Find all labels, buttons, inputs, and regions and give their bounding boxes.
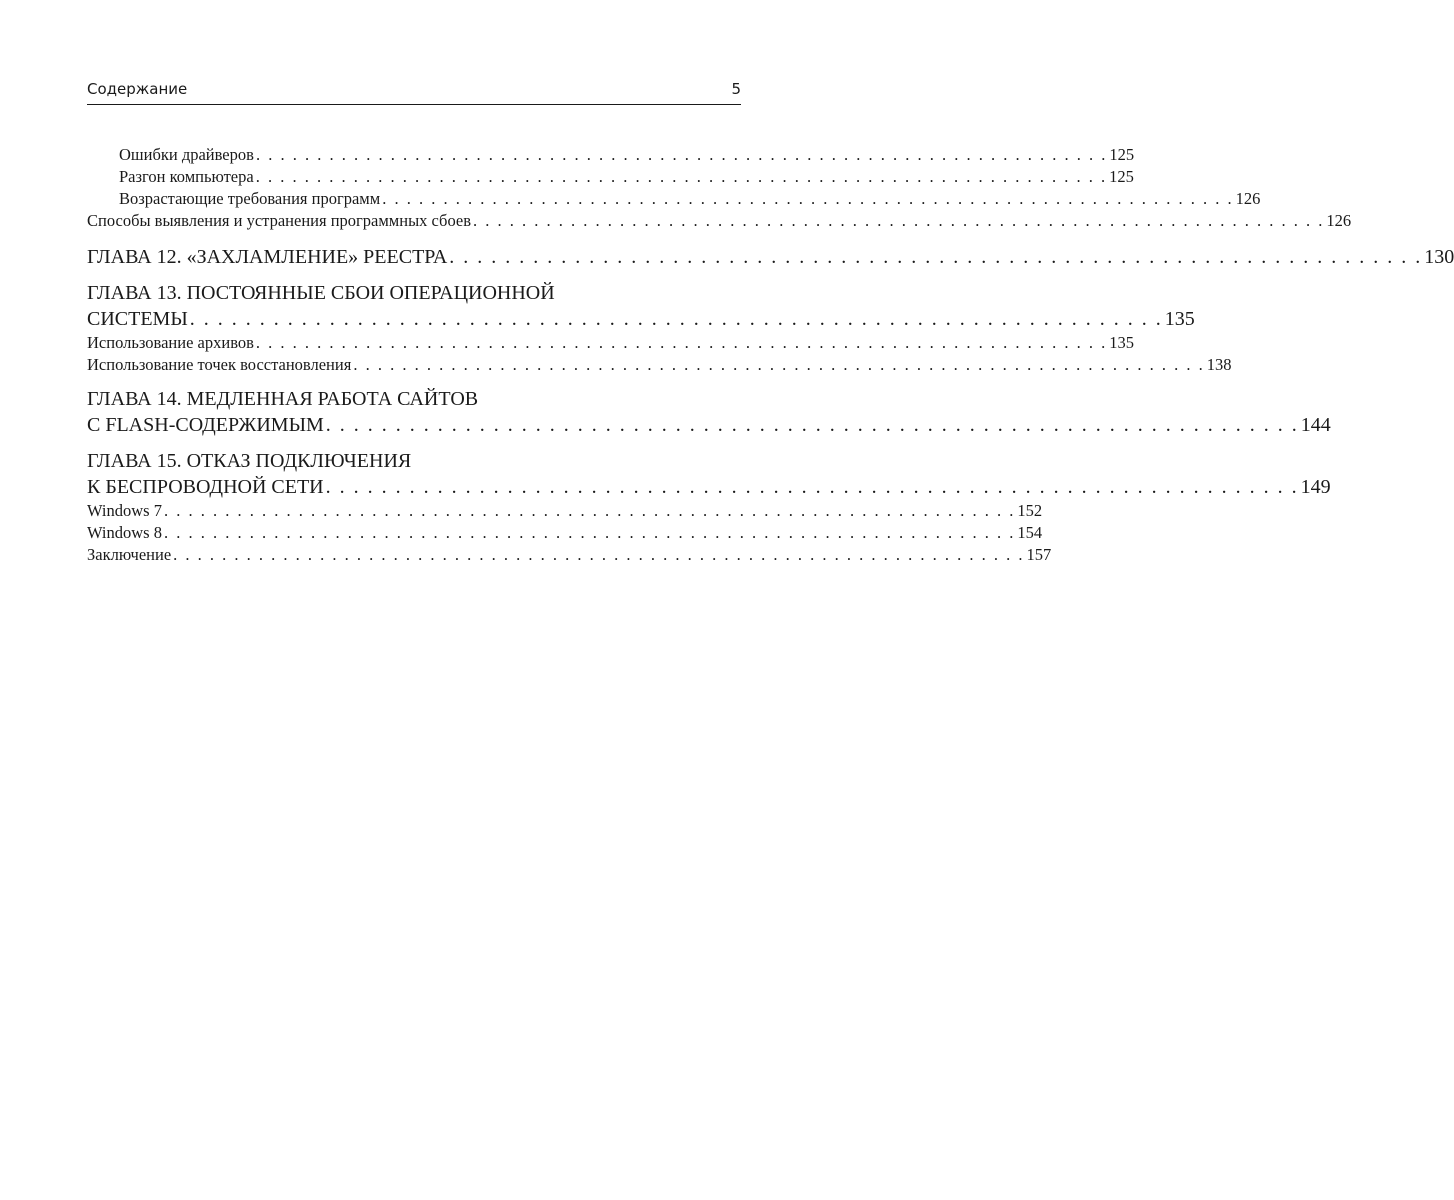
toc-entry-label: Разгон компьютера [119, 167, 254, 186]
toc-entry-page: 157 [1026, 545, 1052, 564]
toc-entry[interactable] [87, 522, 1043, 544]
toc-entry[interactable] [87, 210, 1352, 232]
chapter-page: 135 [1164, 308, 1195, 330]
toc-entry[interactable] [87, 354, 1232, 376]
dot-leader: . . . . . . . . . . . . . . . . . . . . . . . . . . . . . . . . . . . . . . . . . . . . . . . . . . . . . . . . . . . . . . . . . . . . . . [473, 211, 1325, 230]
toc-entry-page: 135 [1109, 333, 1135, 352]
chapter-page: 149 [1300, 476, 1331, 498]
dot-leader: . . . . . . . . . . . . . . . . . . . . . . . . . . . . . . . . . . . . . . . . . . . . . . . . . . . . . . . . . . . . . . . . . . . . . . [255, 167, 1108, 186]
toc-entry-page: 154 [1017, 523, 1043, 542]
toc-entry-page: 125 [1109, 167, 1134, 186]
chapter-page: 130 [1424, 246, 1454, 268]
toc-chapter-12[interactable] [87, 244, 1454, 270]
dot-leader: . . . . . . . . . . . . . . . . . . . . . . . . . . . . . . . . . . . . . . . . . . . . . . . . . . . . . . . . . . . . . . . . . . . . . . [382, 189, 1234, 208]
toc-entry[interactable] [87, 144, 1135, 166]
dot-leader: . . . . . . . . . . . . . . . . . . . . . . . . . . . . . . . . . . . . . . . . . . . . . . . . . . . . . . . . . . . . . . . . . . . . . . [189, 308, 1163, 330]
toc-entry-page: 126 [1235, 189, 1261, 208]
chapter-title-line2: С FLASH-СОДЕРЖИМЫМ [87, 414, 324, 436]
chapter-title-line1: ГЛАВА 14. МЕДЛЕННАЯ РАБОТА САЙТОВ [87, 388, 479, 410]
dot-leader: . . . . . . . . . . . . . . . . . . . . . . . . . . . . . . . . . . . . . . . . . . . . . . . . . . . . . . . . . . . . . . . . . . . . . . [255, 145, 1108, 164]
toc-entry-page: 152 [1017, 501, 1043, 520]
toc-entry[interactable] [87, 332, 1135, 354]
toc-entry[interactable] [87, 500, 1043, 522]
toc-entry-label: Заключение [87, 545, 172, 564]
chapter-title-line1: ГЛАВА 13. ПОСТОЯННЫЕ СБОИ ОПЕРАЦИОННОЙ [87, 282, 555, 304]
toc-entry[interactable] [87, 544, 1052, 566]
toc-entry-label: Использование точек восстановления [87, 355, 352, 374]
dot-leader: . . . . . . . . . . . . . . . . . . . . . . . . . . . . . . . . . . . . . . . . . . . . . . . . . . . . . . . . . . . . . . . . . . . . . . [353, 355, 1205, 374]
dot-leader: . . . . . . . . . . . . . . . . . . . . . . . . . . . . . . . . . . . . . . . . . . . . . . . . . . . . . . . . . . . . . . . . . . . . . . [325, 476, 1299, 498]
toc-entry-label: Windows 7 [87, 501, 162, 520]
toc-entry-label: Способы выявления и устранения программных сбоев [87, 211, 472, 230]
toc-entry-label: Windows 8 [87, 523, 162, 542]
toc-chapter-15[interactable] [87, 448, 1331, 500]
toc-entry-page: 125 [1109, 145, 1135, 164]
toc-entry-label: Ошибки драйверов [119, 145, 254, 164]
chapter-page: 144 [1300, 414, 1331, 436]
chapter-title: ГЛАВА 12. «ЗАХЛАМЛЕНИЕ» РЕЕСТРА [87, 246, 448, 268]
header-page-number: 5 [731, 80, 741, 98]
dot-leader: . . . . . . . . . . . . . . . . . . . . . . . . . . . . . . . . . . . . . . . . . . . . . . . . . . . . . . . . . . . . . . . . . . . . . . [163, 523, 1016, 542]
chapter-title-line2: СИСТЕМЫ [87, 308, 188, 330]
header-title: Содержание [87, 80, 188, 98]
table-of-contents [87, 144, 1454, 566]
toc-entry-label: Возрастающие требования программ [119, 189, 381, 208]
dot-leader: . . . . . . . . . . . . . . . . . . . . . . . . . . . . . . . . . . . . . . . . . . . . . . . . . . . . . . . . . . . . . . . . . . . . . . [449, 246, 1423, 268]
toc-chapter-14[interactable] [87, 386, 1331, 438]
toc-entry-label: Использование архивов [87, 333, 254, 352]
running-header [87, 78, 741, 105]
dot-leader: . . . . . . . . . . . . . . . . . . . . . . . . . . . . . . . . . . . . . . . . . . . . . . . . . . . . . . . . . . . . . . . . . . . . . . [173, 545, 1025, 564]
toc-entry-page: 126 [1326, 211, 1352, 230]
toc-entry-page: 138 [1206, 355, 1232, 374]
dot-leader: . . . . . . . . . . . . . . . . . . . . . . . . . . . . . . . . . . . . . . . . . . . . . . . . . . . . . . . . . . . . . . . . . . . . . . [255, 333, 1108, 352]
toc-entry[interactable] [87, 188, 1261, 210]
toc-chapter-13[interactable] [87, 280, 1195, 332]
chapter-title-line2: К БЕСПРОВОДНОЙ СЕТИ [87, 476, 324, 498]
chapter-title-line1: ГЛАВА 15. ОТКАЗ ПОДКЛЮЧЕНИЯ [87, 450, 412, 472]
toc-entry[interactable] [87, 166, 1134, 188]
dot-leader: . . . . . . . . . . . . . . . . . . . . . . . . . . . . . . . . . . . . . . . . . . . . . . . . . . . . . . . . . . . . . . . . . . . . . . [325, 414, 1299, 436]
dot-leader: . . . . . . . . . . . . . . . . . . . . . . . . . . . . . . . . . . . . . . . . . . . . . . . . . . . . . . . . . . . . . . . . . . . . . . [163, 501, 1016, 520]
